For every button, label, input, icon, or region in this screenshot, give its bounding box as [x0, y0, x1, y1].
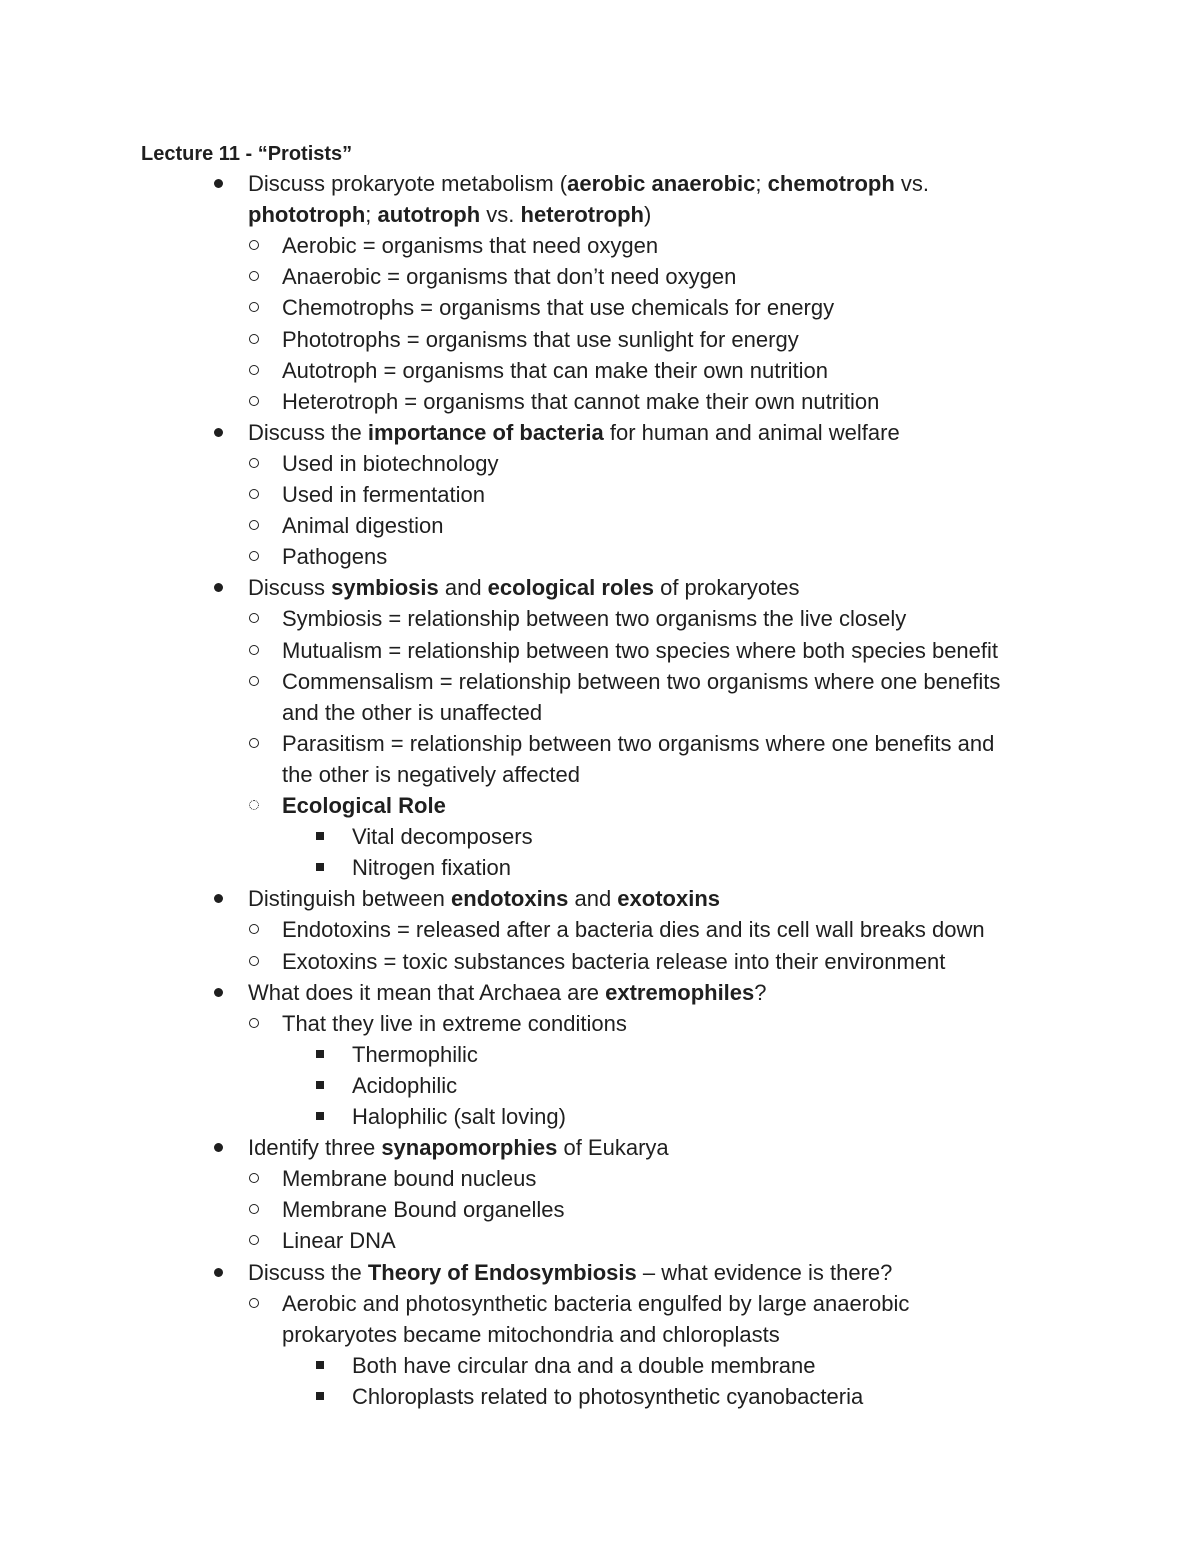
outline-line-level-3 [352, 1350, 816, 1381]
bold-text: symbiosis [331, 575, 439, 600]
text-segment: Chloroplasts related to photosynthetic cyanobacteria [352, 1384, 864, 1409]
outline-line-level-1 [248, 168, 929, 199]
filled-bullet-icon [214, 168, 223, 199]
text-segment: Endotoxins = released after a bacteria dies and its cell wall breaks down [282, 917, 985, 942]
outline-line-level-2 [282, 635, 998, 666]
text-segment: prokaryotes became mitochondria and chloroplasts [282, 1322, 780, 1347]
hollow-bullet-icon [249, 728, 259, 759]
text-segment: Identify three [248, 1135, 382, 1160]
text-segment: What does it mean that Archaea are [248, 980, 606, 1005]
outline-line-level-2 [282, 1319, 780, 1350]
outline-line-level-2 [282, 728, 994, 759]
bold-text: Ecological Role [282, 793, 446, 818]
filled-bullet-icon [214, 883, 223, 914]
text-segment: of Eukarya [557, 1135, 669, 1160]
filled-bullet-icon [214, 1132, 223, 1163]
text-segment: of prokaryotes [653, 575, 800, 600]
hollow-bullet-icon [249, 386, 259, 417]
text-segment: for human and animal welfare [603, 420, 900, 445]
text-segment: Pathogens [282, 544, 388, 569]
bold-text: chemotroph [767, 171, 895, 196]
hollow-bullet-icon [249, 1288, 259, 1319]
text-segment: Anaerobic = organisms that don’t need oxygen [282, 264, 737, 289]
outline-line-level-2 [282, 603, 906, 634]
outline-line-level-2 [282, 355, 828, 386]
outline-line-level-1 [248, 883, 720, 914]
text-segment: Both have circular dna and a double membrane [352, 1353, 816, 1378]
hollow-bullet-icon [249, 230, 259, 261]
text-segment: Vital decomposers [352, 824, 533, 849]
hollow-bullet-icon [249, 355, 259, 386]
outline-line-level-3 [352, 1039, 478, 1070]
text-segment: Autotroph = organisms that can make their own nutrition [282, 358, 829, 383]
outline-line-level-2 [282, 790, 446, 821]
filled-bullet-icon [214, 417, 223, 448]
hollow-bullet-icon [249, 603, 259, 634]
text-segment: ) [643, 202, 652, 227]
outline-line-level-2 [282, 230, 658, 261]
hollow-bullet-icon [249, 479, 259, 510]
outline-line-level-2 [282, 1225, 396, 1256]
outline-line-level-2 [282, 697, 542, 728]
page-title: Lecture 11 - “Protists” [141, 143, 353, 165]
text-segment: Distinguish between [248, 886, 452, 911]
text-segment: Aerobic = organisms that need oxygen [282, 233, 659, 258]
text-segment: Commensalism = relationship between two organisms where one benefits [282, 669, 1001, 694]
outline-line-level-3 [352, 852, 511, 883]
outline-line-level-2 [282, 448, 498, 479]
hollow-bullet-icon [249, 946, 259, 977]
text-segment: ? [754, 980, 767, 1005]
bold-text: ecological roles [487, 575, 654, 600]
text-segment: Exotoxins = toxic substances bacteria release into their environment [282, 949, 946, 974]
outline-line-level-2 [282, 1288, 909, 1319]
bold-text: phototroph [248, 202, 366, 227]
square-bullet-icon [316, 821, 324, 852]
hollow-bullet-icon [249, 1008, 259, 1039]
outline-line-level-2 [282, 479, 485, 510]
hollow-bullet-icon [249, 666, 259, 697]
text-segment: Discuss the [248, 420, 368, 445]
outline-line-level-3 [352, 1101, 566, 1132]
outline-line-level-2 [282, 1163, 536, 1194]
bold-text: heterotroph [520, 202, 644, 227]
text-segment: vs. [894, 171, 930, 196]
bold-text: endotoxins [451, 886, 569, 911]
text-segment: ; [755, 171, 768, 196]
outline-line-level-2 [282, 541, 387, 572]
outline-line-level-1 [248, 977, 767, 1008]
hollow-bullet-icon [249, 914, 259, 945]
text-segment: Membrane Bound organelles [282, 1197, 565, 1222]
bold-text: autotroph [377, 202, 481, 227]
text-segment: Used in fermentation [282, 482, 485, 507]
outline-line-level-2 [282, 914, 985, 945]
hollow-bullet-icon [249, 541, 259, 572]
outline-line-level-2 [282, 292, 834, 323]
hollow-bullet-icon [249, 1163, 259, 1194]
outline-line-level-2 [282, 946, 945, 977]
outline-line-level-2 [282, 261, 736, 292]
hollow-bullet-icon [249, 448, 259, 479]
square-bullet-icon [316, 1381, 324, 1412]
text-segment: and [438, 575, 488, 600]
outline-line-level-2 [282, 1194, 565, 1225]
outline-line-level-2 [282, 666, 1000, 697]
text-segment: Membrane bound nucleus [282, 1166, 537, 1191]
bold-text: Theory of Endosymbiosis [367, 1260, 637, 1285]
text-segment: vs. [480, 202, 521, 227]
hollow-bullet-icon [249, 324, 259, 355]
text-segment: Acidophilic [352, 1073, 458, 1098]
text-segment: Linear DNA [282, 1228, 396, 1253]
text-segment: Heterotroph = organisms that cannot make their own nutrition [282, 389, 880, 414]
hollow-bullet-icon [249, 261, 259, 292]
text-segment: Aerobic and photosynthetic bacteria engulfed by large anaerobic [282, 1291, 910, 1316]
square-bullet-icon [316, 1101, 324, 1132]
text-segment: That they live in extreme conditions [282, 1011, 627, 1036]
text-segment: – what evidence is there? [636, 1260, 893, 1285]
hollow-bullet-icon [249, 635, 259, 666]
bold-text: importance of bacteria [367, 420, 604, 445]
outline-line-level-1 [248, 572, 799, 603]
text-segment: Animal digestion [282, 513, 444, 538]
outline-line-level-2 [282, 386, 879, 417]
outline-line-level-1 [248, 417, 900, 448]
text-segment: Discuss [248, 575, 332, 600]
text-segment: Parasitism = relationship between two organisms where one benefits and [282, 731, 995, 756]
bold-text: extremophiles [605, 980, 755, 1005]
text-segment: Phototrophs = organisms that use sunlight for energy [282, 327, 799, 352]
text-segment: Discuss the [248, 1260, 368, 1285]
square-bullet-icon [316, 1039, 324, 1070]
text-segment: Thermophilic [352, 1042, 478, 1067]
text-segment: Symbiosis = relationship between two organisms the live closely [282, 606, 907, 631]
outline-line-level-3 [352, 821, 533, 852]
text-segment: Chemotrophs = organisms that use chemicals for energy [282, 295, 835, 320]
dotted-bullet-icon [249, 790, 259, 821]
text-segment: Mutualism = relationship between two species where both species benefit [282, 638, 999, 663]
text-segment: Halophilic (salt loving) [352, 1104, 566, 1129]
text-segment: ; [365, 202, 378, 227]
outline-line-level-1 [248, 1132, 669, 1163]
text-segment: and the other is unaffected [282, 700, 543, 725]
square-bullet-icon [316, 1350, 324, 1381]
bold-text: synapomorphies [381, 1135, 558, 1160]
text-segment: and [568, 886, 618, 911]
text-segment: Discuss prokaryote metabolism ( [248, 171, 568, 196]
outline-line-level-1 [248, 199, 651, 230]
outline-line-level-2 [282, 324, 799, 355]
outline-line-level-3 [352, 1070, 457, 1101]
square-bullet-icon [316, 852, 324, 883]
hollow-bullet-icon [249, 292, 259, 323]
bold-text: exotoxins [617, 886, 720, 911]
text-segment: Used in biotechnology [282, 451, 499, 476]
filled-bullet-icon [214, 1257, 223, 1288]
bold-text: aerobic anaerobic [567, 171, 756, 196]
filled-bullet-icon [214, 572, 223, 603]
filled-bullet-icon [214, 977, 223, 1008]
hollow-bullet-icon [249, 510, 259, 541]
outline-line-level-2 [282, 1008, 627, 1039]
outline-line-level-1 [248, 1257, 892, 1288]
outline-line-level-2 [282, 510, 443, 541]
outline-line-level-3 [352, 1381, 863, 1412]
text-segment: the other is negatively affected [282, 762, 581, 787]
hollow-bullet-icon [249, 1194, 259, 1225]
square-bullet-icon [316, 1070, 324, 1101]
text-segment: Nitrogen fixation [352, 855, 511, 880]
hollow-bullet-icon [249, 1225, 259, 1256]
outline-line-level-2 [282, 759, 580, 790]
